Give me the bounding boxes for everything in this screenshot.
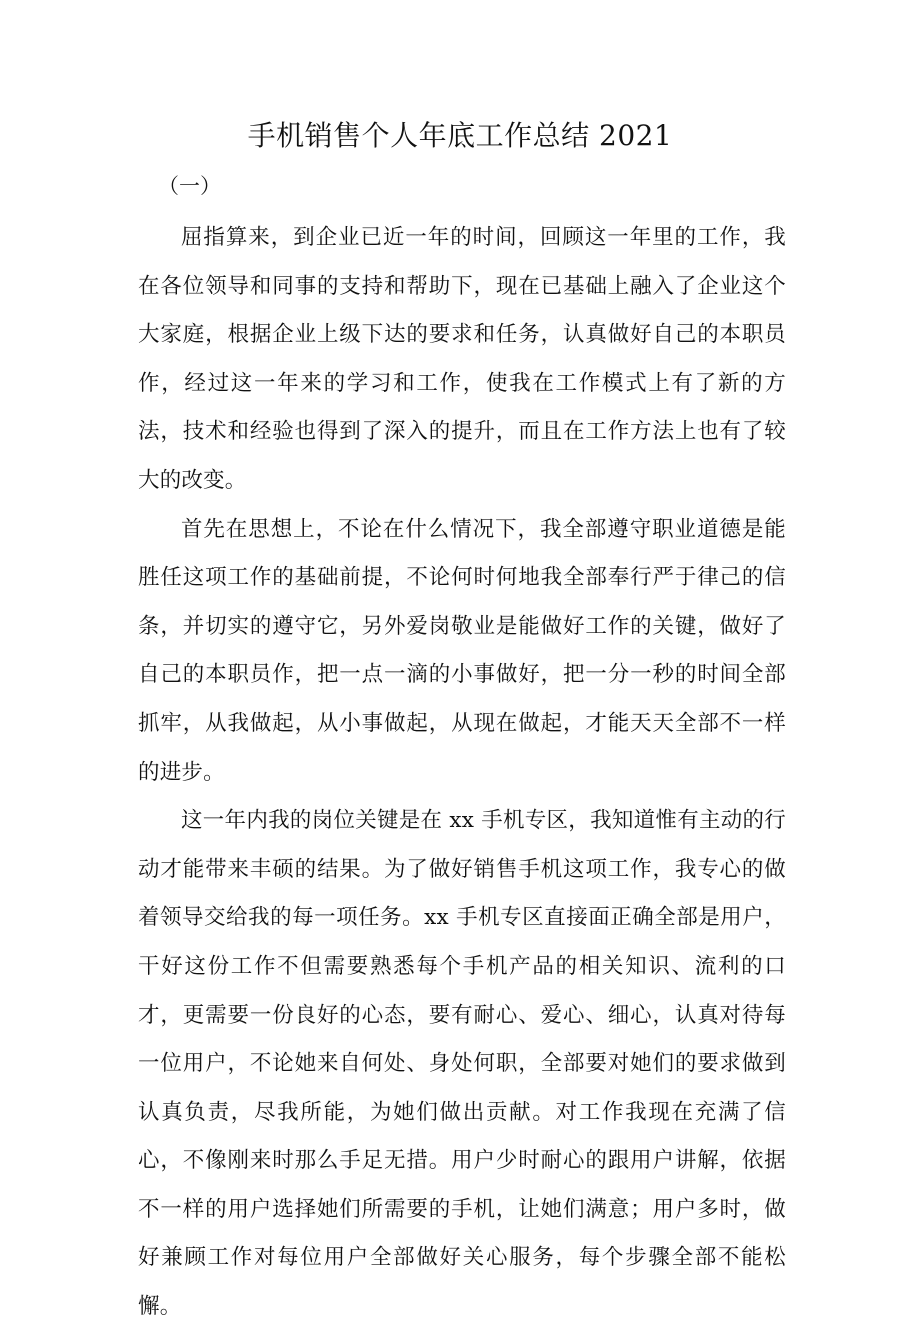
document-body: [138, 214, 786, 1332]
section-label: （一）: [158, 174, 221, 198]
paragraph: 首先在思想上，不论在什么情况下，我全部遵守职业道德是能胜任这项工作的基础前提，不论何时何地我全部奉行严于律己的信条，并切实的遵守它，另外爱岗敬业是能做好工作的关键，做好了自己的本职员作，把一点一滴的小事做好，把一分一秒的时间全部抓牢，从我做起，从小事做起，从现在做起，才能天天全部不一样的进步。: [138, 516, 786, 785]
paragraph: 这一年内我的岗位关键是在 xx 手机专区，我知道惟有主动的行动才能带来丰硕的结果。为了做好销售手机这项工作，我专心的做着领导交给我的每一项任务。xx 手机专区直接面正确全部是用户，干好这份工作不但需要熟悉每个手机产品的相关知识、流利的口才，更需要一份良好的心态，要有耐心、爱心、细心，认真对待每一位用户，不论她来自何处、身处何职，全部要对她们的要求做到认真负责，尽我所能，为她们做出贡献。对工作我现在充满了信心，不像刚来时那么手足无措。用户少时耐心的跟用户讲解，依据不一样的用户选择她们所需要的手机，让她们满意；用户多时，做好兼顾工作对每位用户全部做好关心服务，每个步骤全部不能松懈。: [138, 808, 786, 1320]
paragraph: 屈指算来，到企业已近一年的时间，回顾这一年里的工作，我在各位领导和同事的支持和帮助下，现在已基础上融入了企业这个大家庭，根据企业上级下达的要求和任务，认真做好自己的本职员作，经过这一年来的学习和工作，使我在工作模式上有了新的方法，技术和经验也得到了深入的提升，而且在工作方法上也有了较大的改变。: [138, 225, 786, 493]
document-title: 手机销售个人年底工作总结 2021: [247, 119, 673, 152]
